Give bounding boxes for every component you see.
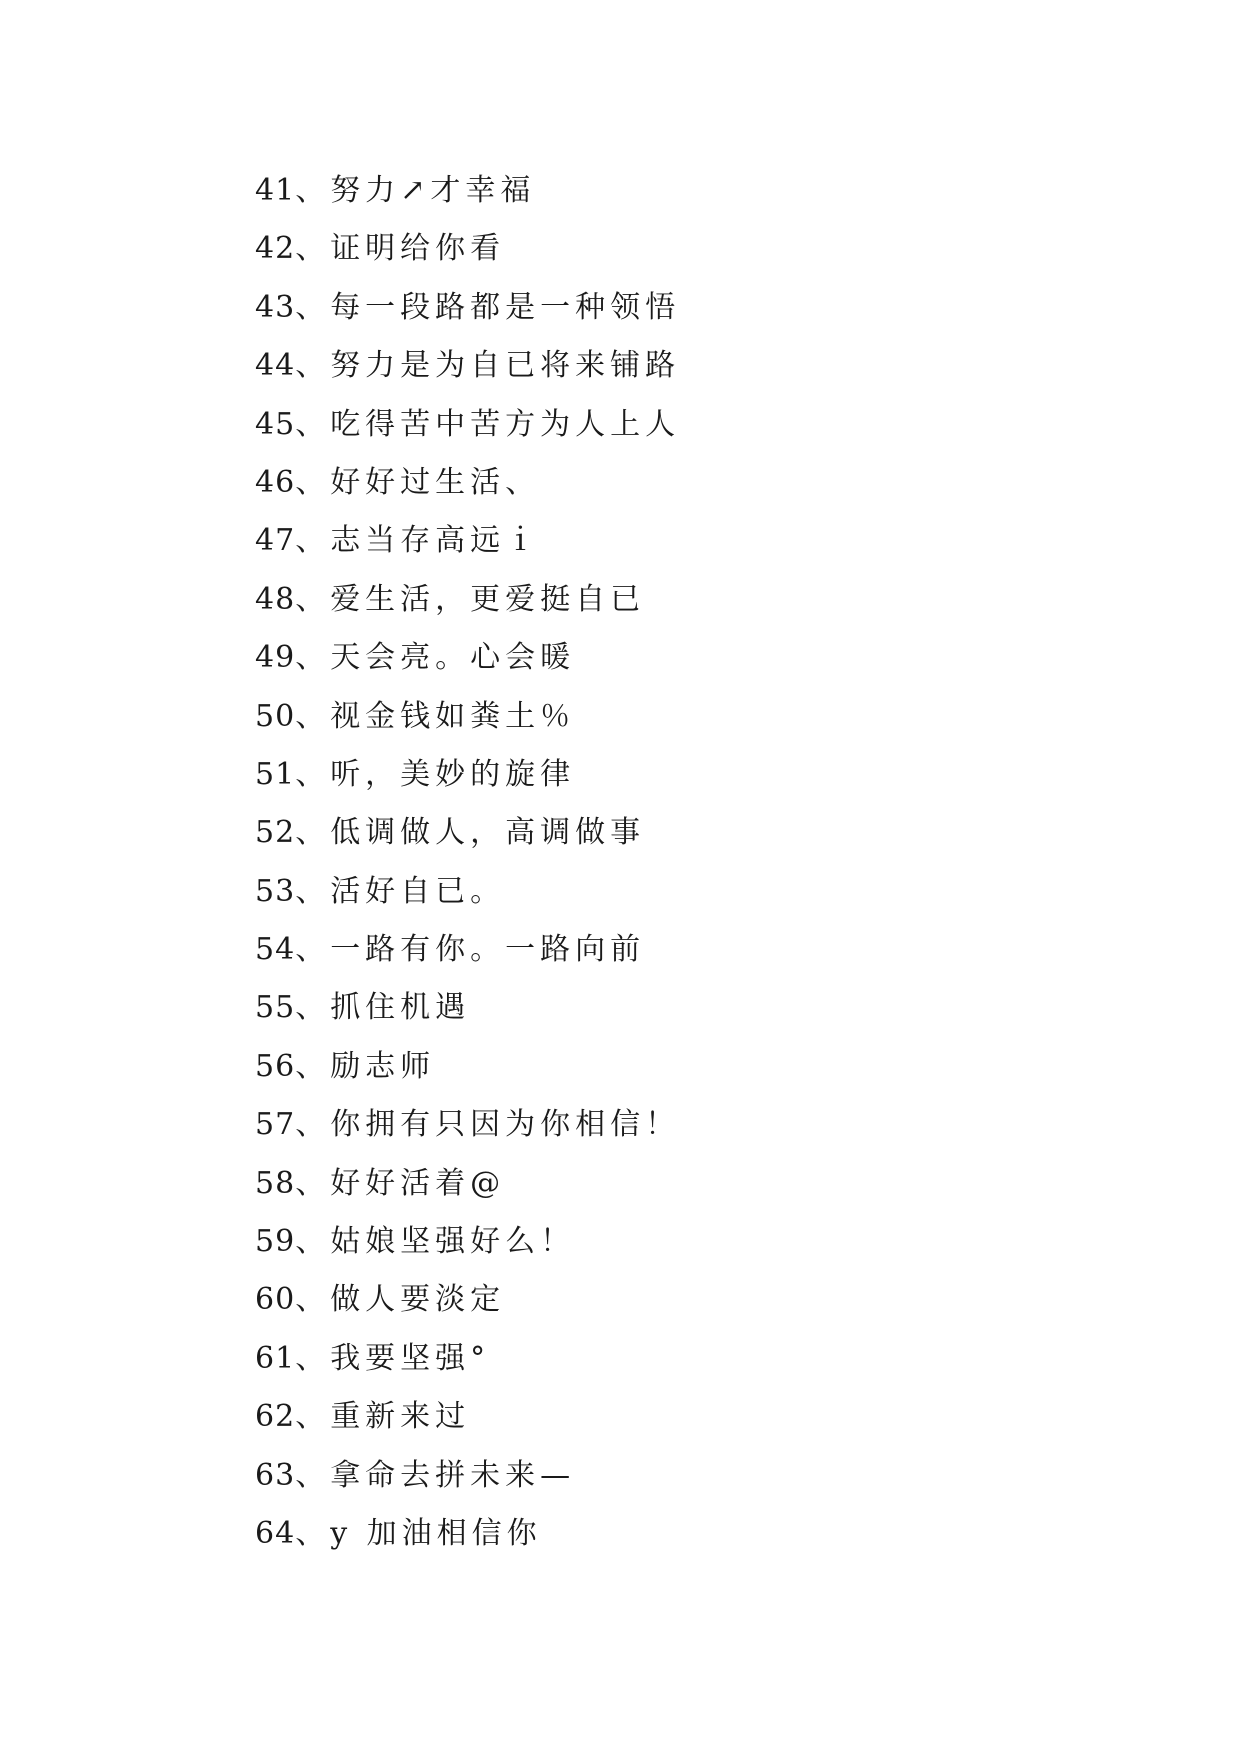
item-text: 你拥有只因为你相信！ bbox=[330, 1107, 681, 1143]
item-text: 听，美妙的旋律 bbox=[330, 756, 576, 792]
item-separator: 、 bbox=[295, 932, 331, 968]
list-item bbox=[255, 1271, 680, 1329]
item-text: 吃得苦中苦方为人上人 bbox=[330, 406, 681, 442]
item-text: 志当存高远ｉ bbox=[330, 523, 541, 559]
item-text: 我要坚强° bbox=[330, 1340, 491, 1376]
item-text: 活好自已。 bbox=[330, 873, 506, 909]
item-separator: 、 bbox=[295, 1340, 331, 1376]
item-text: 天会亮。心会暖 bbox=[330, 640, 576, 676]
item-separator: 、 bbox=[295, 523, 331, 559]
list-item bbox=[255, 629, 680, 687]
item-text: 励志师 bbox=[330, 1048, 436, 1084]
item-number: 51 bbox=[255, 756, 296, 792]
item-separator: 、 bbox=[295, 231, 331, 267]
item-separator: 、 bbox=[295, 464, 331, 500]
item-text: 做人要淡定 bbox=[330, 1282, 506, 1318]
item-separator: 、 bbox=[295, 990, 331, 1026]
item-text: 证明给你看 bbox=[330, 231, 506, 267]
list-item bbox=[255, 337, 680, 395]
item-text: 好好活着@ bbox=[330, 1165, 506, 1201]
list-item bbox=[255, 804, 680, 862]
item-number: 60 bbox=[255, 1282, 296, 1318]
list-item bbox=[255, 279, 680, 337]
item-text: 每一段路都是一种领悟 bbox=[330, 289, 681, 325]
item-text: 姑娘坚强好么！ bbox=[330, 1224, 576, 1260]
list-item bbox=[255, 396, 680, 454]
item-separator: 、 bbox=[295, 1282, 331, 1318]
list-item bbox=[255, 1388, 680, 1446]
item-number: 62 bbox=[255, 1399, 296, 1435]
item-text: 拿命去拼未来— bbox=[330, 1457, 576, 1493]
item-text: 抓住机遇 bbox=[330, 990, 471, 1026]
item-number: 63 bbox=[255, 1457, 296, 1493]
motto-list bbox=[255, 162, 680, 1563]
item-separator: 、 bbox=[295, 581, 331, 617]
list-item bbox=[255, 1213, 680, 1271]
item-separator: 、 bbox=[295, 289, 331, 325]
item-text: 好好过生活、 bbox=[330, 464, 541, 500]
item-number: 61 bbox=[255, 1340, 296, 1376]
item-number: 49 bbox=[255, 640, 296, 676]
list-item bbox=[255, 1505, 680, 1563]
item-number: 43 bbox=[255, 289, 296, 325]
list-item bbox=[255, 220, 680, 278]
list-item bbox=[255, 1038, 680, 1096]
item-number: 58 bbox=[255, 1165, 296, 1201]
item-number: 59 bbox=[255, 1224, 296, 1260]
item-separator: 、 bbox=[295, 1165, 331, 1201]
item-text: 一路有你。一路向前 bbox=[330, 932, 646, 968]
item-separator: 、 bbox=[295, 1048, 331, 1084]
item-text: 爱生活，更爱挺自已 bbox=[330, 581, 646, 617]
item-number: 48 bbox=[255, 581, 296, 617]
item-number: 56 bbox=[255, 1048, 296, 1084]
item-number: 45 bbox=[255, 406, 296, 442]
item-separator: 、 bbox=[295, 640, 331, 676]
item-separator: 、 bbox=[295, 815, 331, 851]
list-item bbox=[255, 746, 680, 804]
item-separator: 、 bbox=[295, 873, 331, 909]
list-item bbox=[255, 454, 680, 512]
list-item bbox=[255, 979, 680, 1037]
list-item bbox=[255, 863, 680, 921]
list-item bbox=[255, 688, 680, 746]
item-separator: 、 bbox=[295, 698, 331, 734]
list-item bbox=[255, 571, 680, 629]
item-text: 低调做人，高调做事 bbox=[330, 815, 646, 851]
item-separator: 、 bbox=[295, 406, 331, 442]
list-item bbox=[255, 921, 680, 979]
list-item bbox=[255, 1096, 680, 1154]
item-number: 54 bbox=[255, 932, 296, 968]
item-number: 42 bbox=[255, 231, 296, 267]
item-number: 64 bbox=[255, 1515, 296, 1551]
item-separator: 、 bbox=[295, 1515, 331, 1551]
item-text: 重新来过 bbox=[330, 1399, 471, 1435]
item-number: 55 bbox=[255, 990, 296, 1026]
item-number: 41 bbox=[255, 173, 296, 208]
item-number: 57 bbox=[255, 1107, 296, 1143]
item-number: 44 bbox=[255, 348, 296, 384]
list-item bbox=[255, 1155, 680, 1213]
item-text: 视金钱如粪土％ bbox=[330, 698, 576, 734]
item-separator: 、 bbox=[295, 1457, 331, 1493]
list-item bbox=[255, 512, 680, 570]
item-separator: 、 bbox=[295, 1107, 331, 1143]
item-separator: 、 bbox=[295, 1399, 331, 1435]
item-number: 53 bbox=[255, 873, 296, 909]
item-text: y 加油相信你 bbox=[330, 1515, 542, 1551]
item-number: 50 bbox=[255, 698, 296, 734]
item-separator: 、 bbox=[295, 348, 331, 384]
item-separator: 、 bbox=[295, 756, 331, 792]
item-separator: 、 bbox=[295, 1224, 331, 1260]
list-item bbox=[255, 1330, 680, 1388]
item-number: 46 bbox=[255, 464, 296, 500]
item-separator: 、 bbox=[295, 173, 331, 208]
item-number: 47 bbox=[255, 523, 296, 559]
list-item bbox=[255, 162, 680, 220]
item-text: 努力↗才幸福 bbox=[330, 173, 536, 208]
item-text: 努力是为自已将来铺路 bbox=[330, 348, 681, 384]
item-number: 52 bbox=[255, 815, 296, 851]
list-item bbox=[255, 1447, 680, 1505]
